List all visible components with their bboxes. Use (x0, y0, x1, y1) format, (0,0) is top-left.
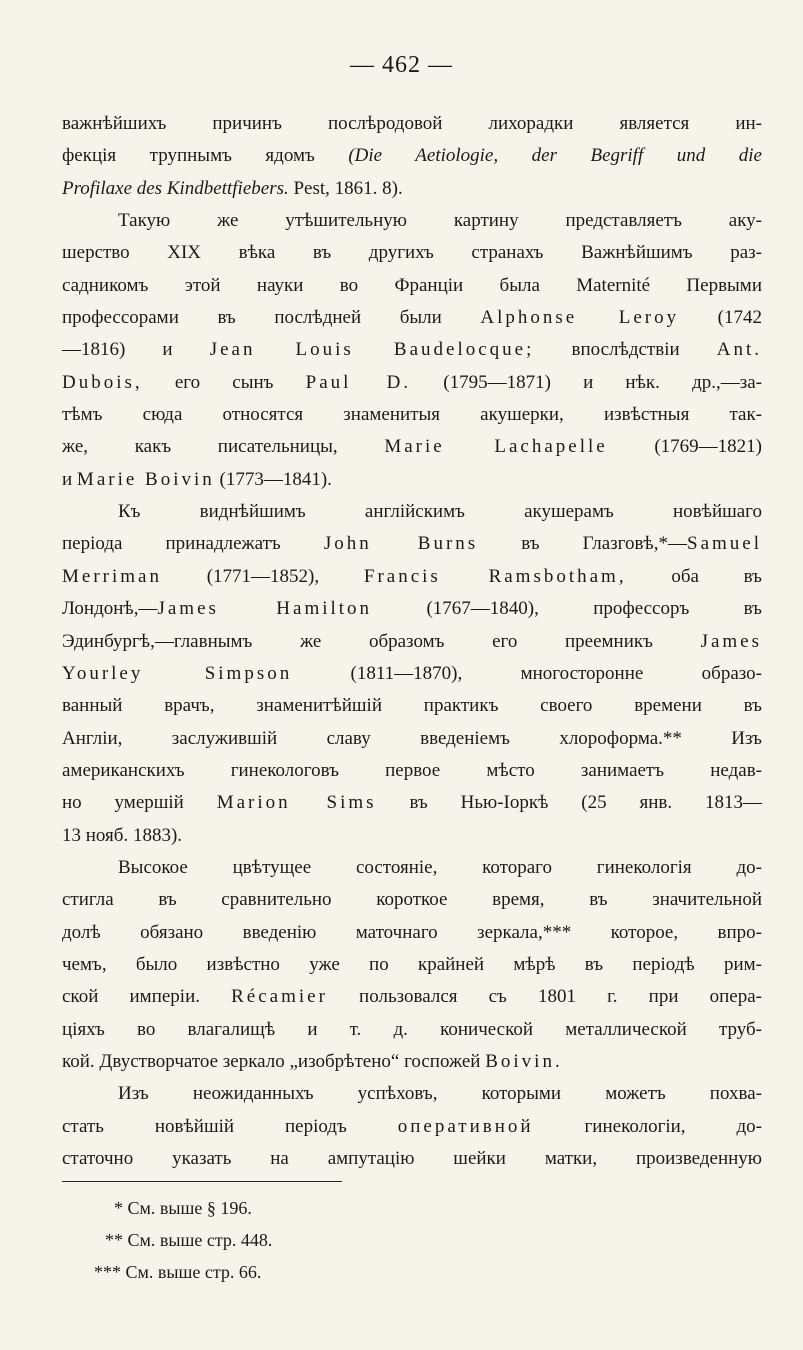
text-segment: стигла въ сравнительно короткое время, въ значительной (62, 889, 762, 911)
text-segment: 13 нояб. 1883). (62, 824, 183, 846)
text-segment: американскихъ гинекологовъ первое мѣсто занимаетъ недав- (62, 759, 762, 781)
text-line (62, 237, 762, 269)
text-segment: Англіи, заслужившій славу введеніемъ хлороформа.** Изъ (62, 727, 762, 749)
text-segment: стать новѣйшій періодъ (62, 1115, 398, 1137)
page-number: — 462 — (350, 52, 453, 78)
text-segment: тѣмъ сюда относятся знаменитыя акушерки, извѣстныя так- (62, 404, 762, 426)
text-segment: Эдинбургѣ,—главнымъ же образомъ его преемникъ (62, 630, 701, 652)
text-line (62, 723, 762, 755)
text-segment: въ Глазговѣ,*— (478, 533, 687, 555)
text-line (62, 755, 762, 787)
text-line (62, 658, 762, 690)
footnote: *** См. выше стр. 66. (94, 1262, 262, 1282)
text-segment: (1773—1841). (214, 468, 332, 490)
text-line (62, 917, 762, 949)
text-line (62, 593, 762, 625)
text-line (62, 949, 762, 981)
spaced-name: James Hamilton (157, 598, 373, 620)
text-segment: долѣ обязано введенію маточнаго зеркала,*** которое, впро- (62, 921, 762, 943)
text-line (62, 561, 762, 593)
text-line (62, 108, 762, 140)
text-line (62, 140, 762, 172)
spaced-name: Marie Lachapelle (384, 436, 608, 458)
text-line (62, 464, 762, 496)
spaced-name: Marion Sims (216, 792, 377, 814)
text-line (62, 1046, 762, 1078)
spaced-name: Boivin. (485, 1050, 563, 1072)
text-line (62, 528, 762, 560)
text-segment: Такую же утѣшительную картину представляетъ аку- (118, 210, 762, 232)
text-segment: пользовался съ 1801 г. при опера- (327, 986, 762, 1008)
italic-title: (Die Aetiologie, der Begriff und die (348, 145, 762, 167)
text-segment: (1767—1840), профессоръ въ (372, 598, 762, 620)
text-line (62, 431, 762, 463)
text-line (62, 884, 762, 916)
text-segment: (1769—1821) (607, 436, 763, 458)
spaced-name: Francis Ramsbotham, (363, 565, 627, 587)
text-segment: (1795—1871) и нѣк. др.,—за- (411, 371, 763, 393)
spaced-name: Ant. (716, 339, 762, 361)
text-line (62, 302, 762, 334)
spaced-name: Marie Boivin (76, 468, 215, 490)
text-line (62, 1143, 762, 1175)
footnote: * См. выше § 196. (114, 1198, 252, 1218)
text-segment: (1771—1852), (161, 565, 364, 587)
spaced-name: Yourley Simpson (62, 662, 293, 684)
text-segment: Изъ неожиданныхъ успѣховъ, которыми можетъ похва- (118, 1083, 762, 1105)
text-segment: впослѣдствіи (534, 339, 717, 361)
text-segment: же, какъ писательницы, (62, 436, 385, 458)
text-segment: важнѣйшихъ причинъ послѣродовой лихорадки является ин- (62, 113, 762, 134)
text-segment: кой. Двустворчатое зеркало „изобрѣтено“ госпожей (62, 1050, 486, 1072)
text-segment: Къ виднѣйшимъ англійскимъ акушерамъ новѣйшаго (118, 501, 762, 523)
text-segment: профессорами въ послѣдней были (62, 307, 481, 329)
spaced-name: Merriman (62, 565, 162, 587)
text-segment: ской имперіи. (62, 986, 232, 1008)
spaced-name: Paul D. (305, 371, 412, 393)
text-segment: фекція трупнымъ ядомъ (62, 145, 349, 167)
text-line (62, 852, 762, 884)
text-line (62, 205, 762, 237)
text-segment: шерство XIX вѣка въ другихъ странахъ Важнѣйшимъ раз- (62, 242, 762, 264)
spaced-name: оперативной (397, 1115, 534, 1137)
spaced-name: Alphonse Leroy (480, 307, 680, 329)
spaced-name: John Burns (323, 533, 479, 555)
text-segment: ванный врачъ, знаменитѣйшій практикъ своего времени въ (62, 695, 762, 717)
text-segment: Лондонѣ,— (62, 598, 158, 620)
footnote: ** См. выше стр. 448. (105, 1230, 273, 1250)
text-line (62, 626, 762, 658)
spaced-name: Samuel (687, 533, 762, 555)
text-segment: но умершій (62, 792, 217, 814)
text-segment: (1811—1870), многосторонне образо- (292, 662, 762, 684)
italic-title: Profilaxe des Kindbettfiebers. (62, 177, 289, 199)
text-segment: (1742 (679, 307, 762, 329)
text-segment: ціяхъ во влагалищѣ и т. д. конической металлической труб- (62, 1018, 762, 1040)
spaced-name: Jean Louis Baudelocque; (209, 339, 535, 361)
body-text (62, 108, 762, 1175)
text-line (62, 1014, 762, 1046)
text-line (62, 1111, 762, 1143)
text-segment: —1816) и (62, 339, 210, 361)
text-segment: гинекологіи, до- (533, 1115, 762, 1137)
text-segment: чемъ, было извѣстно уже по крайней мѣрѣ въ періодѣ рим- (62, 953, 762, 975)
text-line (62, 981, 762, 1013)
text-segment: періода принадлежатъ (62, 533, 324, 555)
text-line (62, 496, 762, 528)
spaced-name: Dubois, (62, 371, 143, 393)
text-line (62, 334, 762, 366)
text-segment: и (62, 468, 77, 490)
text-segment: оба въ (626, 565, 763, 587)
text-line (62, 820, 762, 852)
text-line (62, 787, 762, 819)
text-line (62, 399, 762, 431)
text-segment: Pest, 1861. 8). (288, 177, 403, 199)
text-segment: въ Нью-Іоркѣ (25 янв. 1813— (376, 792, 763, 814)
spaced-name: Récamier (231, 986, 328, 1008)
text-line (62, 367, 762, 399)
text-segment: Высокое цвѣтущее состояніе, котораго гинекологія до- (118, 856, 762, 878)
text-segment: его сынъ (142, 371, 306, 393)
text-segment: статочно указать на ампутацію шейки матки, произведенную (62, 1148, 762, 1169)
footnote-rule (62, 1181, 342, 1182)
text-segment: садникомъ этой науки во Франціи была Maternité Первыми (62, 274, 762, 296)
text-line (62, 690, 762, 722)
spaced-name: James (700, 630, 762, 652)
text-line (62, 270, 762, 302)
text-line (62, 1078, 762, 1110)
text-line (62, 173, 762, 205)
